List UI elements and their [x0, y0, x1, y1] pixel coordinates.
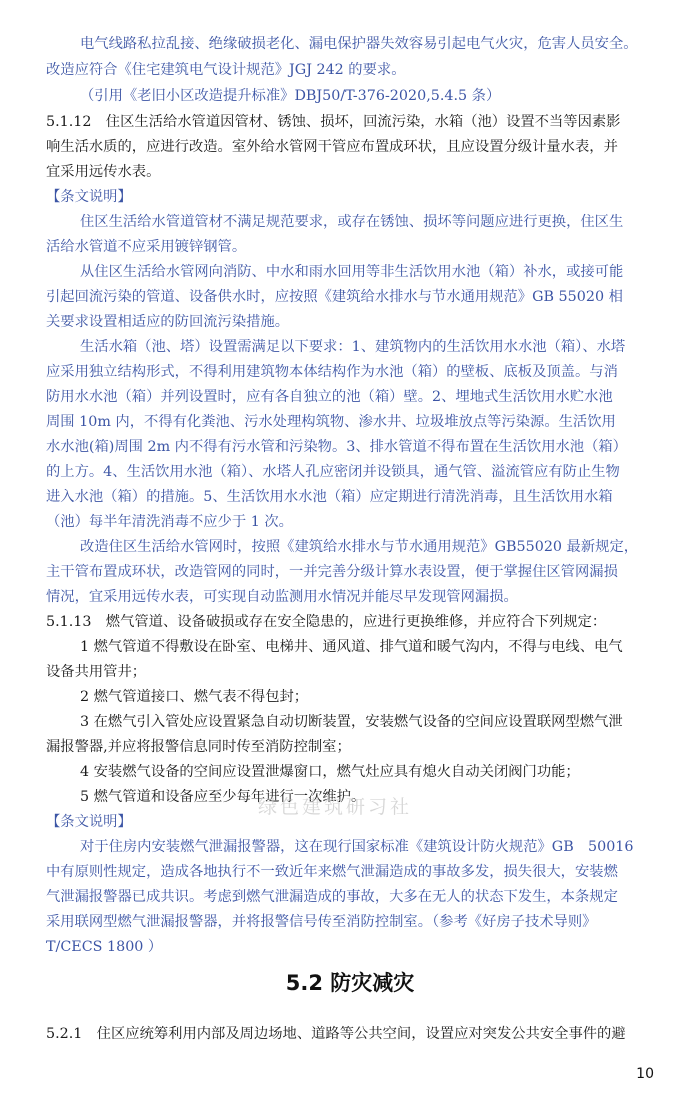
text-line: 应采用独立结构形式，不得利用建筑物本体结构作为水池（箱）的壁板、底板及顶盖。与消 — [46, 364, 618, 380]
text-line: 采用联网型燃气泄漏报警器，并将报警信号传至消防控制室。（参考《好房子技术导则》 — [46, 914, 597, 930]
text-line: （池）每半年清洗消毒不应少于 1 次。 — [46, 514, 293, 530]
text-line: 1 燃气管道不得敷设在卧室、电梯井、通风道、排气道和暖气沟内，不得与电线、电气 — [80, 639, 623, 655]
text-line: 改造住区生活给水管网时，按照《建筑给水排水与节水通用规范》GB55020 最新规定， — [80, 539, 639, 555]
text-line: 3 在燃气引入管处应设置紧急自动切断装置，安装燃气设备的空间应设置联网型燃气泄 — [80, 714, 623, 730]
text-line: 水水池(箱)周围 2m 内不得有污水管和污染物。3、排水管道不得布置在生活饮用水池（箱） — [46, 439, 627, 455]
text-line: 设备共用管井； — [46, 664, 147, 680]
text-line: 防用水水池（箱）并列设置时，应有各自独立的池（箱）壁。2、埋地式生活饮用水贮水池 — [46, 389, 613, 405]
text-line: 生活水箱（池、塔）设置需满足以下要求：1、建筑物内的生活饮用水水池（箱）、水塔 — [80, 339, 626, 355]
section-title: 5.2 防灾减灾 — [285, 971, 415, 995]
text-line: 关要求设置相适应的防回流污染措施。 — [46, 314, 290, 330]
text-line: 5.2.1 住区应统筹利用内部及周边场地、道路等公共空间，设置应对突发公共安全事件的避 — [46, 1026, 626, 1042]
text-line: 的上方。4、生活饮用水池（箱）、水塔人孔应密闭并设锁具，通气管、溢流管应有防止生物 — [46, 464, 620, 480]
text-line: 5 燃气管道和设备应至少每年进行一次维护。 — [80, 789, 366, 805]
clause-note-heading: 【条文说明】 — [46, 814, 132, 830]
text-line: 进入水池（箱）的措施。5、生活饮用水水池（箱）应定期进行清洗消毒，且生活饮用水箱 — [46, 489, 613, 505]
text-line: 中有原则性规定，造成各地执行不一致近年来燃气泄漏造成的事故多发，损失很大，安装燃 — [46, 864, 618, 880]
text-line: 周围 10m 内，不得有化粪池、污水处理构筑物、渗水井、垃圾堆放点等污染源。生活饮用 — [46, 414, 616, 430]
text-line: 响生活水质的，应进行改造。室外给水管网干管应布置成环状，且应设置分级计量水表，并 — [46, 139, 618, 155]
text-line: 住区生活给水管道管材不满足规范要求，或存在锈蚀、损坏等问题应进行更换，住区生 — [80, 214, 624, 230]
text-line: 引起回流污染的管道、设备供水时，应按照《建筑给水排水与节水通用规范》GB 55020 相 — [46, 289, 623, 305]
text-line: 电气线路私拉乱接、绝缘破损老化、漏电保护器失效容易引起电气火灾，危害人员安全。 — [80, 36, 638, 52]
text-line: 对于住房内安装燃气泄漏报警器，这在现行国家标准《建筑设计防火规范》GB 50016 — [80, 839, 634, 855]
text-line: 2 燃气管道接口、燃气表不得包封； — [80, 689, 309, 705]
text-line: 4 安装燃气设备的空间应设置泄爆窗口，燃气灶应具有熄火自动关闭阀门功能； — [80, 764, 580, 780]
text-line: 5.1.12 住区生活给水管道因管材、锈蚀、损坏，回流污染，水箱（池）设置不当等因素影 — [46, 114, 621, 130]
text-line: 主干管布置成环状，改造管网的同时，一并完善分级计算水表设置，便于掌握住区管网漏损 — [46, 564, 618, 580]
text-line: 5.1.13 燃气管道、设备破损或存在安全隐患的，应进行更换维修，并应符合下列规定： — [46, 614, 607, 630]
text-line: 漏报警器,并应将报警信息同时传至消防控制室； — [46, 739, 351, 755]
text-line: 气泄漏报警器已成共识。考虑到燃气泄漏造成的事故，大多在无人的状态下发生，本条规定 — [46, 889, 618, 905]
clause-note-heading: 【条文说明】 — [46, 189, 132, 205]
page-number: 10 — [636, 1066, 654, 1082]
text-line: 改造应符合《住宅建筑电气设计规范》JGJ 242 的要求。 — [46, 62, 406, 78]
text-line: 从住区生活给水管网向消防、中水和雨水回用等非生活饮用水池（箱）补水，或接可能 — [80, 264, 624, 280]
text-line: （引用《老旧小区改造提升标准》DBJ50/T-376-2020,5.4.5 条） — [80, 88, 501, 104]
text-line: 活给水管道不应采用镀锌钢管。 — [46, 239, 247, 255]
watermark: 绿色建筑研习社 — [258, 796, 413, 818]
text-line: T/CECS 1800 ） — [46, 939, 163, 955]
text-line: 情况，宜采用远传水表，可实现自动监测用水情况并能尽早发现管网漏损。 — [46, 589, 518, 605]
text-line: 宜采用远传水表。 — [46, 164, 161, 180]
